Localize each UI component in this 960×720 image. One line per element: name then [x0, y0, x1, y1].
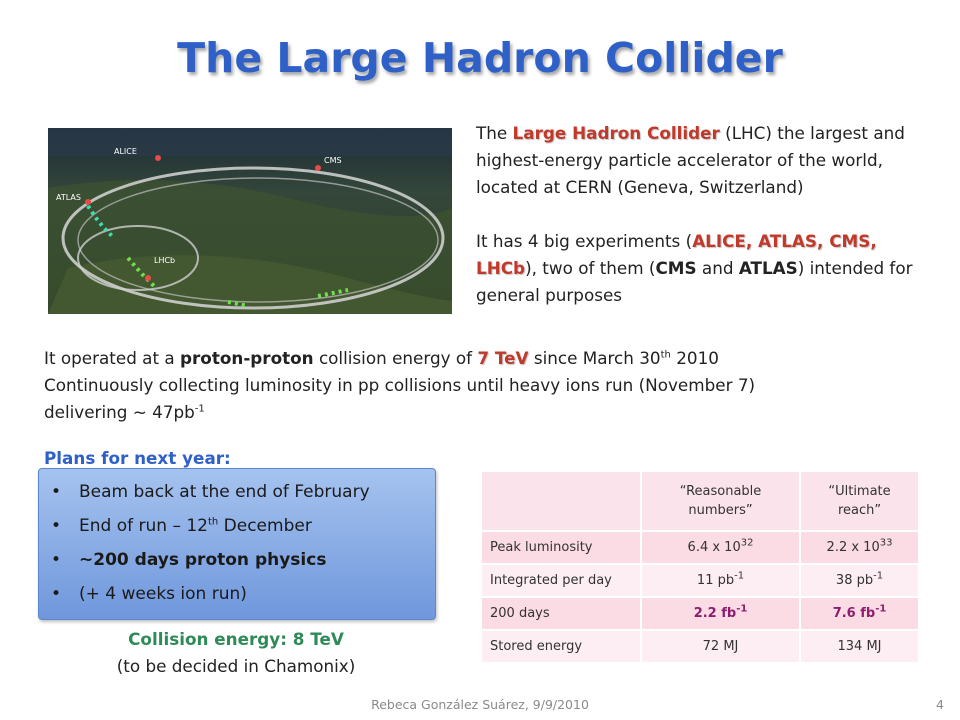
- table-header-empty: [481, 471, 641, 531]
- table-cell: 7.6 $fb^{-1}$: [800, 597, 919, 630]
- lhc-name: Large Hadron Collider: [512, 123, 720, 143]
- plans-item: • ~200 days proton physics: [39, 543, 435, 577]
- luminosity-table: [480, 470, 920, 664]
- experiments-list: ALICE, ATLAS, CMS, LHCb: [476, 231, 877, 278]
- table-cell: 2.2 $fb^{-1}$: [641, 597, 800, 630]
- collision-energy-value: 8 TeV: [292, 629, 344, 649]
- photo-label-atlas: ATLAS: [56, 193, 81, 202]
- slide-title: The Large Hadron Collider: [177, 34, 783, 82]
- plans-item: • Beam back at the end of February: [39, 475, 435, 509]
- table-row-label: Stored energy: [481, 630, 641, 663]
- plans-item: • End of run – 12th December: [39, 509, 435, 543]
- table-cell: 11 $pb^{-1}$: [641, 564, 800, 597]
- table-cell: 72 MJ: [641, 630, 800, 663]
- plans-list: [39, 469, 435, 611]
- bullet-icon: •: [51, 482, 62, 502]
- page-number: 4: [936, 697, 944, 712]
- table-row-label: Peak luminosity: [481, 531, 641, 564]
- table-row: [481, 630, 919, 663]
- operations-line-3: delivering ~ $47pb^{-1}$: [44, 402, 205, 422]
- table-row-label: 200 days: [481, 597, 641, 630]
- plans-heading: Plans for next year:: [44, 448, 231, 468]
- table-row-label: Integrated per day: [481, 564, 641, 597]
- operations-line-1: It operated at a proton-proton collision energy of 7 TeV since March 30th 2010: [44, 348, 719, 368]
- table-header-row: [481, 471, 919, 531]
- table-row: [481, 531, 919, 564]
- lhc-aerial-photo: [48, 128, 452, 314]
- intro-text: [476, 120, 926, 309]
- photo-label-lhcb: LHCb: [154, 256, 176, 265]
- table-header: “Reasonable numbers”: [641, 471, 800, 531]
- plans-item: • (+ 4 weeks ion run): [39, 577, 435, 611]
- table-row: [481, 597, 919, 630]
- plans-box: [38, 468, 436, 620]
- energy-7tev: 7 TeV: [477, 348, 529, 368]
- operations-text: [44, 345, 924, 426]
- table-row: [481, 564, 919, 597]
- intro-paragraph-2: It has 4 big experiments (ALICE, ATLAS, CMS, LHCb), two of them (CMS and ATLAS) intended for general purposes: [476, 231, 913, 305]
- collision-energy-remark: (to be decided in Chamonix): [116, 656, 356, 676]
- table-cell: 2.2 x $10^{33}$: [800, 531, 919, 564]
- collision-energy-label: Collision energy:: [128, 629, 293, 649]
- bullet-icon: •: [51, 516, 62, 536]
- table-header: “Ultimate reach”: [800, 471, 919, 531]
- bullet-icon: •: [51, 550, 62, 570]
- table-cell: 134 MJ: [800, 630, 919, 663]
- intro-paragraph-1: The Large Hadron Collider (LHC) the largest and highest-energy particle accelerator of the world, located at CERN (Geneva, Switzerland): [476, 123, 905, 197]
- bullet-icon: •: [51, 584, 62, 604]
- table-cell: 38 $pb^{-1}$: [800, 564, 919, 597]
- operations-line-2: Continuously collecting luminosity in pp collisions until heavy ions run (November 7): [44, 375, 756, 395]
- collision-energy-note: [38, 626, 434, 680]
- table-cell: 6.4 x $10^{32}$: [641, 531, 800, 564]
- photo-label-alice: ALICE: [114, 147, 137, 156]
- photo-label-cms: CMS: [324, 156, 342, 165]
- footer-author: Rebeca González Suárez, 9/9/2010: [371, 697, 589, 712]
